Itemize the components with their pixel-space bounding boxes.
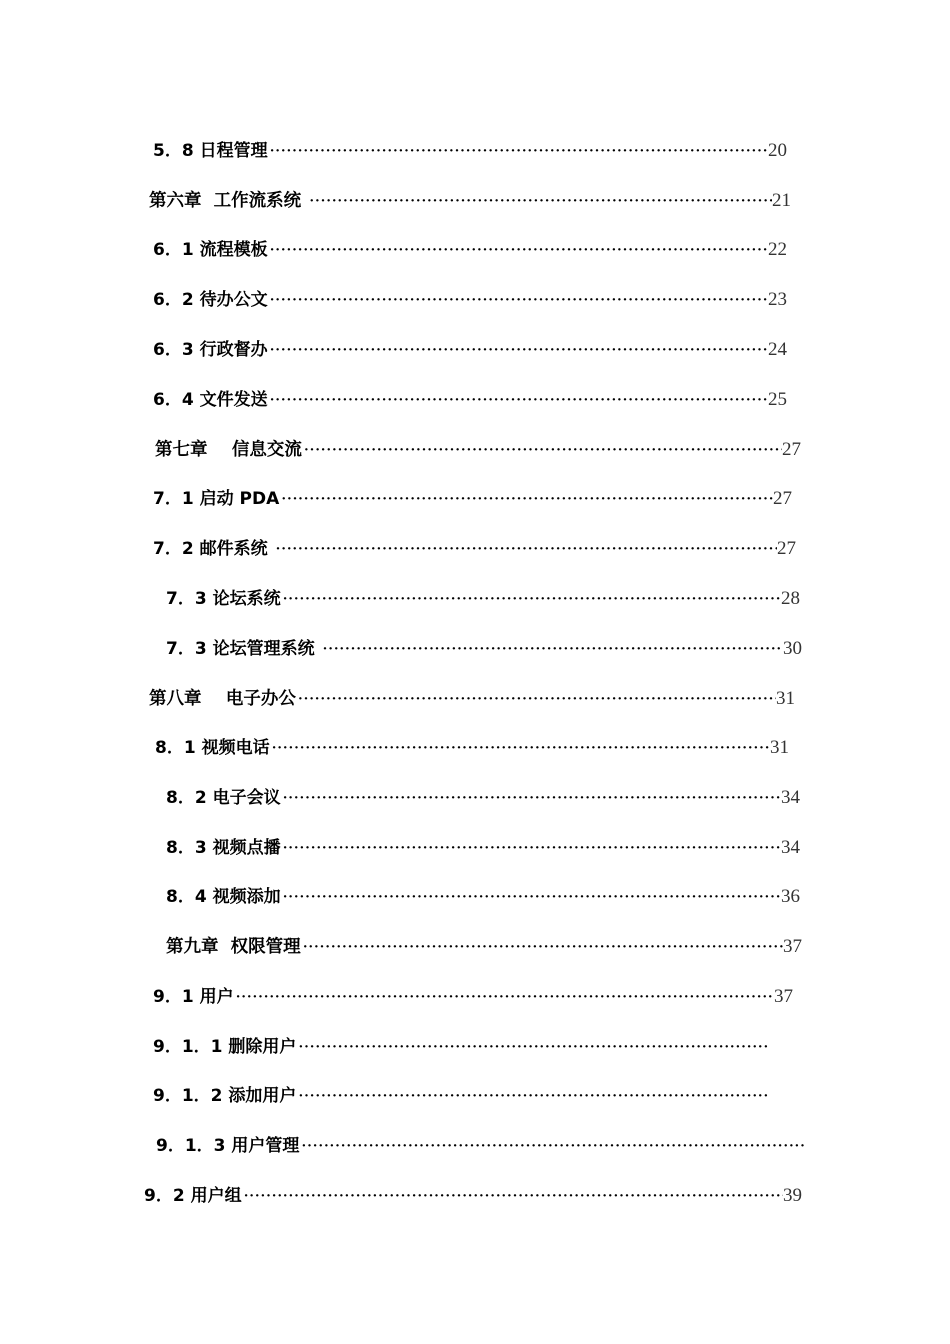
toc-entry-8-2[interactable]	[166, 784, 800, 812]
toc-entry-7-3-forum-admin[interactable]	[166, 635, 802, 663]
toc-entry-7-3-forum[interactable]	[166, 585, 800, 613]
toc-leader-dots	[283, 834, 781, 862]
toc-page-number: 31	[770, 737, 789, 758]
toc-entry-label: 9．1．2 添加用户	[153, 1086, 297, 1106]
toc-entry-label: 第九章 权限管理	[166, 937, 301, 957]
toc-entry-6-2[interactable]	[153, 286, 787, 314]
toc-entry-chapter-8[interactable]	[149, 685, 795, 713]
toc-entry-label: 8．2 电子会议	[166, 788, 281, 808]
toc-entry-label: 9．1 用户	[153, 987, 234, 1007]
toc-leader-dots	[298, 1082, 770, 1110]
toc-leader-dots	[270, 286, 768, 314]
toc-page-number: 39	[783, 1185, 802, 1206]
toc-leader-dots	[323, 635, 784, 663]
toc-entry-label: 6．4 文件发送	[153, 390, 268, 410]
toc-leader-dots	[270, 386, 768, 414]
toc-entry-chapter-9[interactable]	[166, 933, 802, 961]
toc-page-number: 31	[776, 688, 795, 709]
toc-leader-dots	[236, 983, 774, 1011]
toc-page-number: 21	[772, 190, 791, 211]
toc-page-number: 27	[777, 538, 796, 559]
toc-page-number: 34	[781, 837, 800, 858]
toc-entry-9-2[interactable]	[144, 1182, 802, 1210]
toc-entry-6-4[interactable]	[153, 386, 787, 414]
toc-leader-dots	[244, 1182, 783, 1210]
toc-entry-8-4[interactable]	[166, 883, 800, 911]
toc-leader-dots	[298, 685, 776, 713]
toc-leader-dots	[270, 336, 768, 364]
toc-entry-9-1-1[interactable]	[153, 1033, 770, 1061]
toc-entry-label: 9．1．1 删除用户	[153, 1037, 297, 1057]
toc-page-number: 34	[781, 787, 800, 808]
toc-page-number: 20	[768, 140, 787, 161]
toc-leader-dots	[276, 535, 778, 563]
toc-leader-dots	[272, 734, 770, 762]
toc-page-number: 22	[768, 239, 787, 260]
toc-entry-8-3[interactable]	[166, 834, 800, 862]
toc-entry-9-1-2[interactable]	[153, 1082, 770, 1110]
toc-leader-dots	[298, 1033, 770, 1061]
toc-page-number: 24	[768, 339, 787, 360]
toc-entry-7-2[interactable]	[153, 535, 796, 563]
toc-leader-dots	[283, 784, 781, 812]
toc-entry-label: 6．3 行政督办	[153, 340, 268, 360]
toc-entry-label: 6．2 待办公文	[153, 290, 268, 310]
toc-entry-label: 第八章 电子办公	[149, 689, 296, 709]
toc-page-number: 37	[783, 936, 802, 957]
toc-page-number: 28	[781, 588, 800, 609]
toc-entry-9-1[interactable]	[153, 983, 793, 1011]
toc-entry-8-1[interactable]	[155, 734, 789, 762]
toc-entry-label: 第七章 信息交流	[155, 440, 302, 460]
toc-entry-6-3[interactable]	[153, 336, 787, 364]
toc-entry-6-1[interactable]	[153, 236, 787, 264]
toc-leader-dots	[283, 585, 781, 613]
toc-leader-dots	[270, 236, 768, 264]
toc-page-number: 27	[773, 488, 792, 509]
toc-page-number: 23	[768, 289, 787, 310]
toc-leader-dots	[309, 187, 772, 215]
toc-entry-5-8[interactable]	[153, 137, 787, 165]
toc-page-number: 30	[783, 638, 802, 659]
toc-entry-7-1[interactable]	[153, 485, 792, 513]
toc-entry-label: 第六章 工作流系统	[149, 191, 308, 211]
toc-leader-dots	[281, 485, 773, 513]
toc-entry-label: 7．3 论坛系统	[166, 589, 281, 609]
toc-entry-chapter-7[interactable]	[155, 436, 801, 464]
toc-entry-label: 8．1 视频电话	[155, 738, 270, 758]
toc-entry-label: 9．1．3 用户管理	[156, 1136, 300, 1156]
toc-entry-label: 9．2 用户组	[144, 1186, 242, 1206]
toc-entry-label: 7．2 邮件系统	[153, 539, 274, 559]
toc-page-number: 27	[782, 439, 801, 460]
toc-leader-dots	[303, 933, 783, 961]
toc-entry-label: 7．1 启动 PDA	[153, 489, 280, 509]
toc-entry-label: 8．4 视频添加	[166, 887, 281, 907]
toc-entry-label: 7．3 论坛管理系统	[166, 639, 321, 659]
toc-entry-label: 6．1 流程模板	[153, 240, 268, 260]
toc-leader-dots	[283, 883, 781, 911]
toc-page-number: 25	[768, 389, 787, 410]
toc-entry-label: 5．8 日程管理	[153, 141, 268, 161]
toc-leader-dots	[304, 436, 782, 464]
toc-entry-chapter-6[interactable]	[149, 187, 791, 215]
toc-entry-label: 8．3 视频点播	[166, 838, 281, 858]
toc-leader-dots	[301, 1132, 804, 1160]
toc-entry-9-1-3[interactable]	[156, 1132, 804, 1160]
toc-page-number: 36	[781, 886, 800, 907]
toc-leader-dots	[270, 137, 768, 165]
toc-page-number: 37	[774, 986, 793, 1007]
